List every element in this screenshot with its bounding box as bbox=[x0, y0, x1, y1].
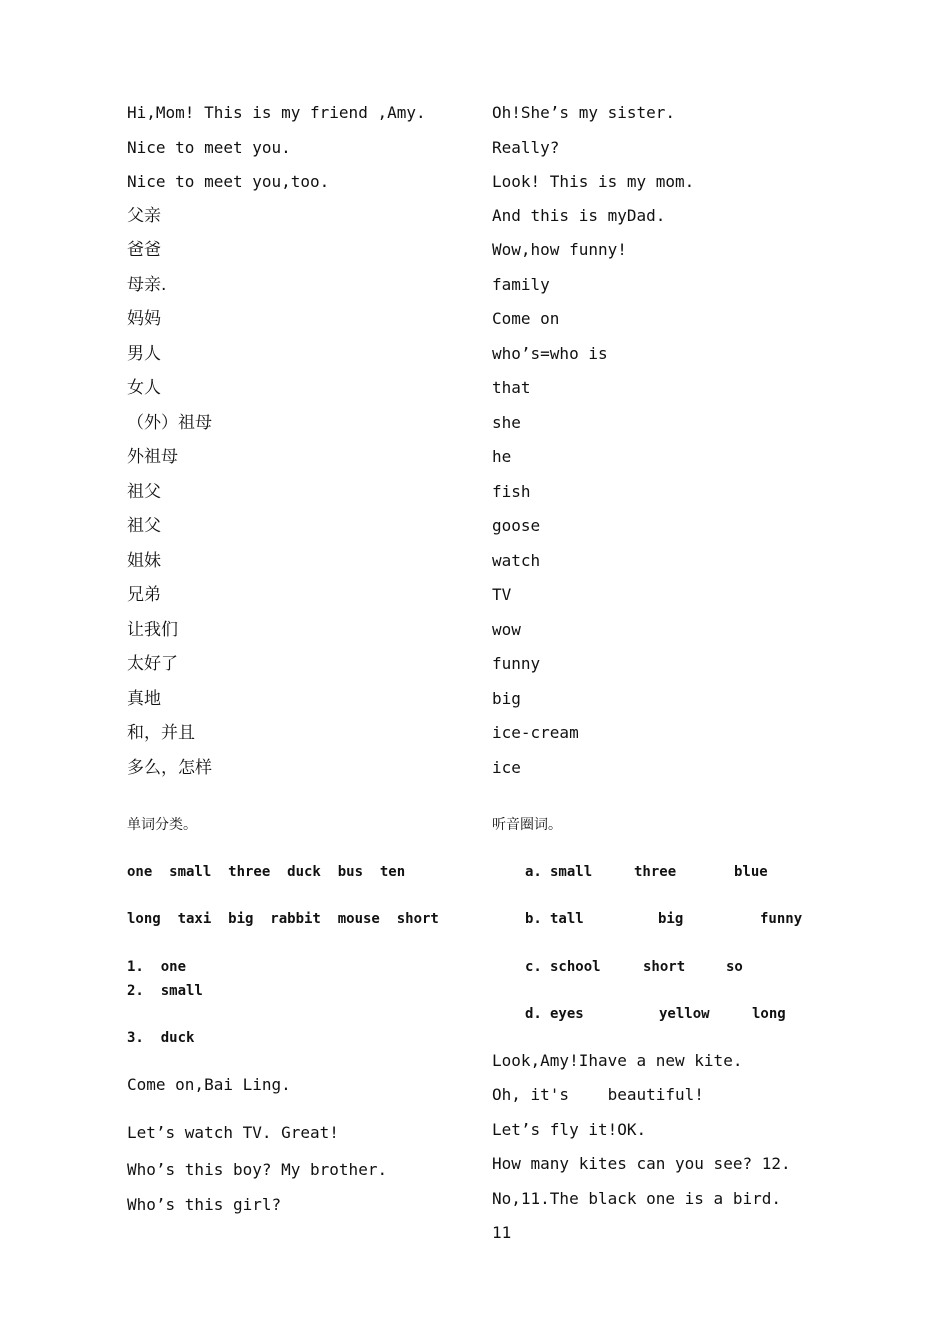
dialogue-line: Hi,Mom! This is my friend ,Amy. bbox=[127, 103, 426, 122]
vocab-cn: 男人 bbox=[127, 344, 161, 364]
vocab-cn: 多么，怎样 bbox=[127, 758, 212, 778]
vocab-en: that bbox=[492, 378, 531, 397]
vocab-cn: 外祖母 bbox=[127, 447, 178, 467]
dialogue-line: Nice to meet you,too. bbox=[127, 172, 330, 191]
option-word: three bbox=[634, 864, 677, 880]
vocab-cn: 母亲. bbox=[127, 275, 167, 295]
vocab-cn: 让我们 bbox=[127, 620, 178, 640]
dialogue-line: And this is myDad. bbox=[492, 206, 666, 225]
option-word: tall bbox=[550, 911, 584, 927]
vocab-en: family bbox=[492, 275, 550, 294]
option-word: blue bbox=[734, 864, 768, 880]
vocab-en: watch bbox=[492, 551, 541, 570]
dialogue-line: Nice to meet you. bbox=[127, 138, 291, 157]
dialogue-line: Oh!She’s my sister. bbox=[492, 103, 676, 122]
vocab-cn: 真地 bbox=[127, 689, 161, 709]
option-word: so bbox=[726, 959, 743, 975]
classify-words: one small three duck bus ten bbox=[127, 864, 406, 880]
vocab-cn: （外）祖母 bbox=[127, 413, 212, 433]
vocab-en: goose bbox=[492, 516, 541, 535]
vocab-cn: 祖父 bbox=[127, 516, 161, 536]
vocab-en: wow bbox=[492, 620, 521, 639]
dialogue-line: 11 bbox=[492, 1223, 512, 1242]
classify-answer: 3. duck bbox=[127, 1030, 195, 1046]
option-word: big bbox=[658, 911, 684, 927]
option-label: b. bbox=[525, 911, 542, 927]
dialogue-line: Look! This is my mom. bbox=[492, 172, 695, 191]
vocab-cn: 太好了 bbox=[127, 654, 178, 674]
vocab-en: ice-cream bbox=[492, 723, 579, 742]
vocab-en: he bbox=[492, 447, 512, 466]
classify-words: long taxi big rabbit mouse short bbox=[127, 911, 439, 927]
dialogue-line: Oh, it's beautiful! bbox=[492, 1085, 704, 1104]
vocab-cn: 和，并且 bbox=[127, 723, 195, 743]
vocab-cn: 祖父 bbox=[127, 482, 161, 502]
dialogue-line: How many kites can you see? 12. bbox=[492, 1154, 791, 1173]
vocab-cn: 女人 bbox=[127, 378, 161, 398]
vocab-cn: 妈妈 bbox=[127, 309, 161, 329]
vocab-en: fish bbox=[492, 482, 531, 501]
listen-heading: 听音圈词。 bbox=[492, 817, 562, 833]
dialogue-line: Who’s this girl? bbox=[127, 1195, 282, 1214]
option-word: school bbox=[550, 959, 601, 975]
option-word: eyes bbox=[550, 1006, 584, 1022]
vocab-cn: 爸爸 bbox=[127, 240, 161, 260]
option-label: c. bbox=[525, 959, 542, 975]
vocab-en: who’s=who is bbox=[492, 344, 608, 363]
dialogue-line: Come on,Bai Ling. bbox=[127, 1075, 291, 1094]
dialogue-line: Let’s fly it!OK. bbox=[492, 1120, 647, 1139]
dialogue-line: Look,Amy!Ihave a new kite. bbox=[492, 1051, 743, 1070]
vocab-cn: 父亲 bbox=[127, 206, 161, 226]
option-word: small bbox=[550, 864, 593, 880]
vocab-en: ice bbox=[492, 758, 521, 777]
dialogue-line: Wow,how funny! bbox=[492, 240, 627, 259]
option-word: long bbox=[752, 1006, 786, 1022]
option-word: short bbox=[643, 959, 686, 975]
option-word: funny bbox=[760, 911, 803, 927]
classify-heading: 单词分类。 bbox=[127, 817, 197, 833]
dialogue-line: Really? bbox=[492, 138, 560, 157]
vocab-en: TV bbox=[492, 585, 512, 604]
vocab-en: she bbox=[492, 413, 521, 432]
dialogue-line: No,11.The black one is a bird. bbox=[492, 1189, 781, 1208]
classify-answer: 2. small bbox=[127, 983, 203, 999]
vocab-en: Come on bbox=[492, 309, 560, 328]
classify-answer: 1. one bbox=[127, 959, 187, 975]
option-label: a. bbox=[525, 864, 542, 880]
vocab-en: big bbox=[492, 689, 521, 708]
vocab-en: funny bbox=[492, 654, 541, 673]
vocab-cn: 兄弟 bbox=[127, 585, 161, 605]
option-word: yellow bbox=[659, 1006, 710, 1022]
option-label: d. bbox=[525, 1006, 542, 1022]
vocab-cn: 姐妹 bbox=[127, 551, 161, 571]
dialogue-line: Let’s watch TV. Great! bbox=[127, 1123, 339, 1142]
dialogue-line: Who’s this boy? My brother. bbox=[127, 1160, 388, 1179]
